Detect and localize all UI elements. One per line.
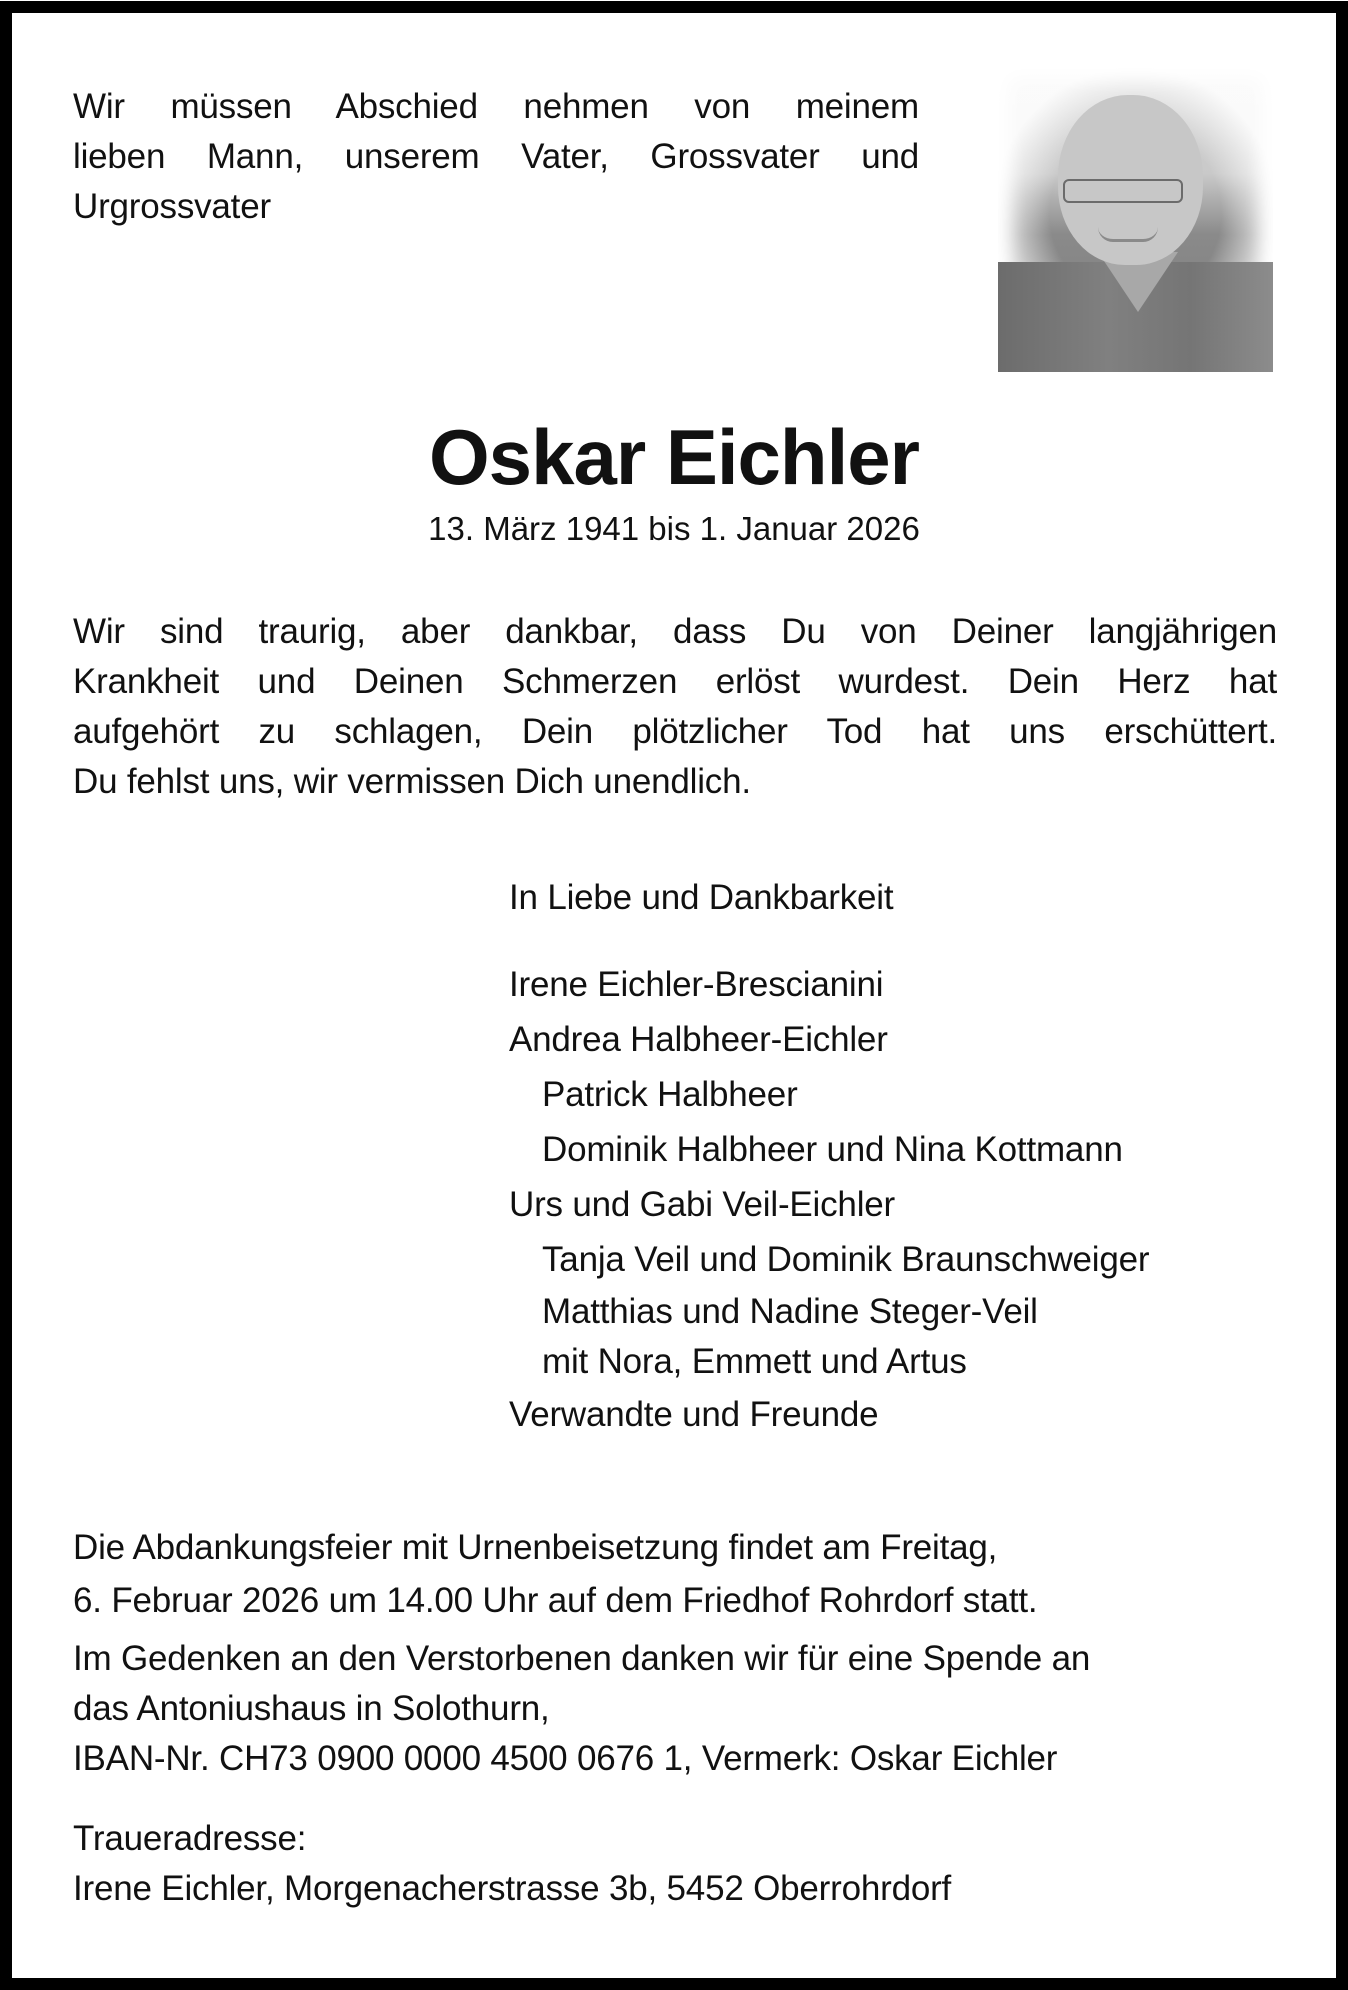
iban-line: IBAN-Nr. CH73 0900 0000 4500 0676 1, Vermerk: Oskar Eichler bbox=[73, 1739, 1058, 1778]
ceremony-line: Die Abdankungsfeier mit Urnenbeisetzung findet am Freitag, bbox=[73, 1528, 998, 1567]
photo-glasses bbox=[1063, 179, 1183, 203]
intro-paragraph bbox=[73, 82, 919, 232]
donation-line: das Antoniushaus in Solothurn, bbox=[73, 1689, 550, 1728]
body-paragraph bbox=[73, 607, 1277, 807]
ceremony-info bbox=[73, 1521, 1037, 1627]
life-dates: 13. März 1941 bis 1. Januar 2026 bbox=[428, 510, 920, 547]
body-line: Krankheit und Deinen Schmerzen erlöst wurdest. Dein Herz hat bbox=[73, 662, 1277, 701]
family-member: Verwandte und Freunde bbox=[509, 1395, 879, 1434]
portrait-photo bbox=[998, 67, 1273, 372]
intro-line: Urgrossvater bbox=[73, 187, 271, 226]
deceased-name: Oskar Eichler bbox=[429, 413, 919, 501]
intro-line: Wir müssen Abschied nehmen von meinem bbox=[73, 87, 919, 126]
donation-info bbox=[73, 1634, 1090, 1784]
closing-phrase: In Liebe und Dankbarkeit bbox=[509, 878, 894, 917]
family-member: Andrea Halbheer-Eichler bbox=[509, 1020, 888, 1059]
donation-line: Im Gedenken an den Verstorbenen danken wir für eine Spende an bbox=[73, 1639, 1091, 1678]
body-line: Du fehlst uns, wir vermissen Dich unendlich. bbox=[73, 762, 751, 801]
family-member: Patrick Halbheer bbox=[542, 1075, 798, 1114]
family-member: Dominik Halbheer und Nina Kottmann bbox=[542, 1130, 1123, 1169]
family-list bbox=[509, 870, 1149, 1442]
address-line: Irene Eichler, Morgenacherstrasse 3b, 5452 Oberrohrdorf bbox=[73, 1869, 952, 1908]
mourning-address bbox=[73, 1814, 951, 1914]
spacer bbox=[509, 925, 1149, 957]
family-member: Urs und Gabi Veil-Eichler bbox=[509, 1185, 895, 1224]
family-member: Tanja Veil und Dominik Braunschweiger bbox=[542, 1240, 1150, 1279]
ceremony-line: 6. Februar 2026 um 14.00 Uhr auf dem Friedhof Rohrdorf statt. bbox=[73, 1581, 1038, 1620]
address-label: Traueradresse: bbox=[73, 1819, 307, 1858]
photo-smile bbox=[1098, 227, 1158, 242]
family-member: Irene Eichler-Brescianini bbox=[509, 965, 884, 1004]
body-line: aufgehört zu schlagen, Dein plötzlicher Tod hat uns erschüttert. bbox=[73, 712, 1277, 751]
body-line: Wir sind traurig, aber dankbar, dass Du von Deiner langjährigen bbox=[73, 612, 1277, 651]
family-member: Matthias und Nadine Steger-Veil bbox=[542, 1292, 1038, 1331]
family-member: mit Nora, Emmett und Artus bbox=[542, 1342, 967, 1381]
intro-line: lieben Mann, unserem Vater, Grossvater und bbox=[73, 137, 919, 176]
